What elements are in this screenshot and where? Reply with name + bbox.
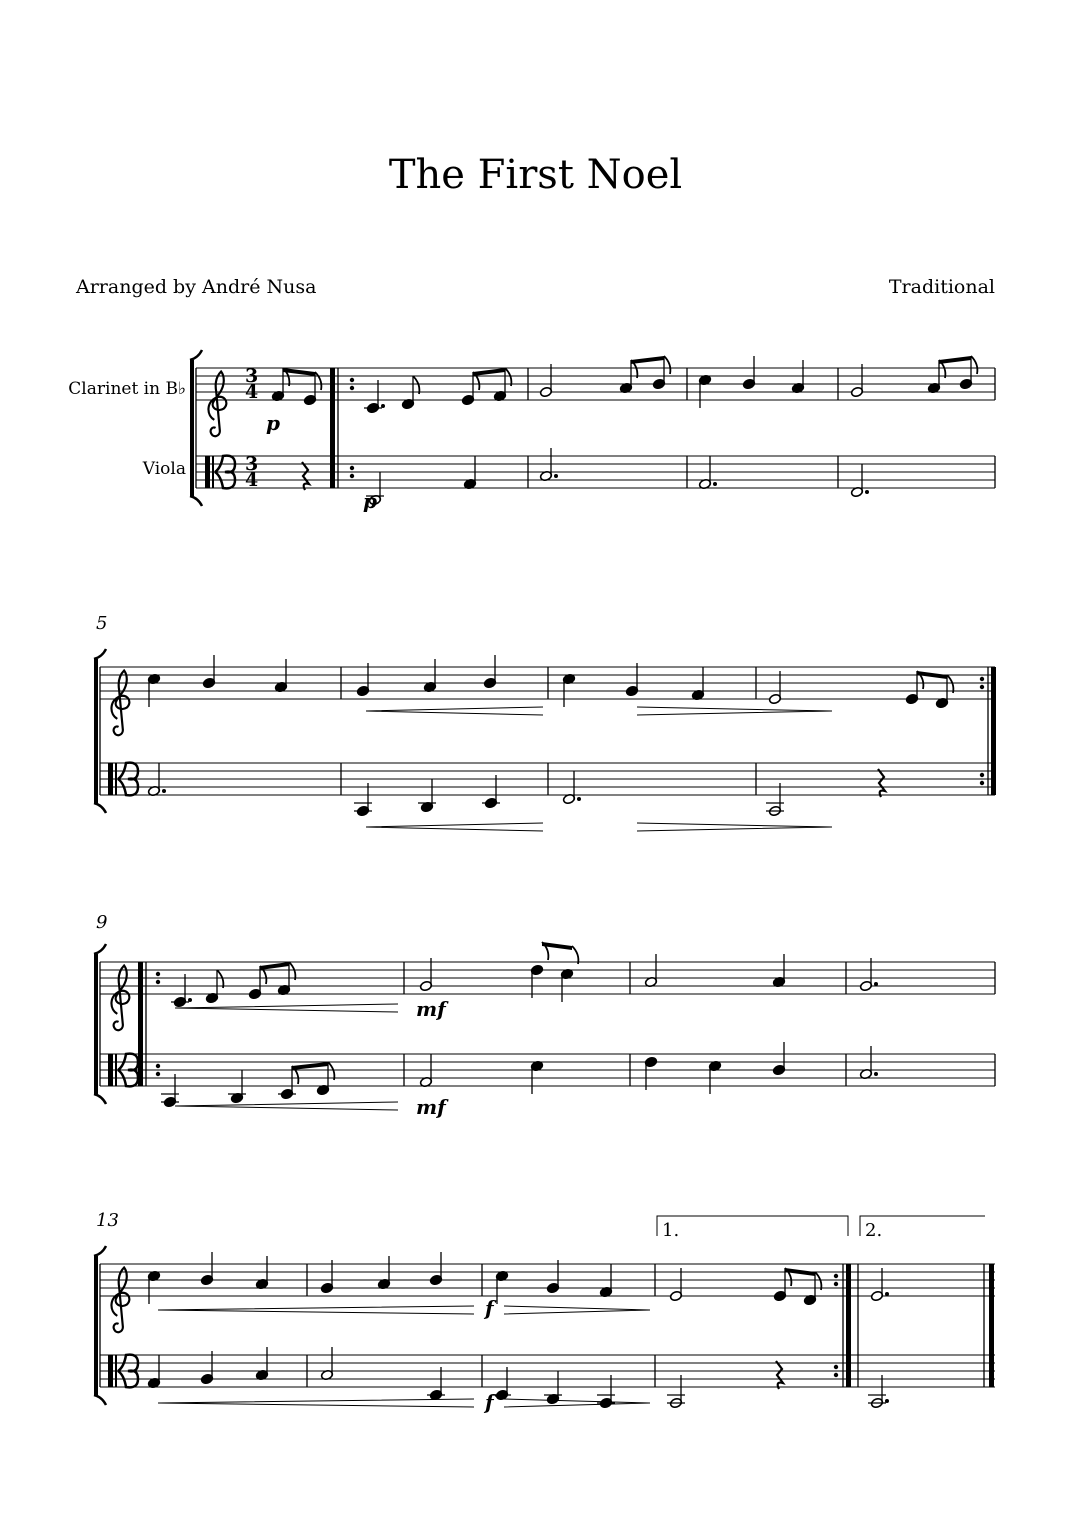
dynamic-mf: mf xyxy=(416,1095,446,1119)
treble-clef-icon xyxy=(111,966,129,1031)
repeat-dot xyxy=(980,781,984,785)
eighth-flag xyxy=(315,372,321,390)
repeat-dot xyxy=(980,773,984,777)
treble-clef-icon xyxy=(111,1268,129,1333)
repeat-dot xyxy=(156,1064,160,1068)
bracket-hook xyxy=(94,649,106,659)
bracket-hook xyxy=(94,1094,106,1104)
crescendo-hairpin xyxy=(366,707,543,715)
alto-clef-bar xyxy=(115,763,117,795)
eighth-flag xyxy=(217,970,223,988)
decrescendo-hairpin xyxy=(504,1399,650,1407)
bracket-hook xyxy=(190,496,202,506)
eighth-flag xyxy=(289,962,295,980)
repeat-dot xyxy=(834,1274,838,1278)
eighth-flag xyxy=(413,376,419,394)
alto-clef-bar xyxy=(205,456,210,488)
measure-number-13: 13 xyxy=(96,1210,119,1231)
thick-barline xyxy=(989,1264,994,1387)
repeat-dot xyxy=(350,386,354,390)
eighth-flag xyxy=(664,356,670,374)
crescendo-hairpin xyxy=(175,1102,398,1110)
dynamic-p: p xyxy=(363,489,377,513)
augmentation-dot xyxy=(874,982,878,986)
time-sig-denominator: 4 xyxy=(245,469,259,491)
clarinet-label: Clarinet in B♭ xyxy=(68,379,186,399)
volta-1-label: 1. xyxy=(662,1220,680,1241)
crescendo-hairpin xyxy=(158,1399,474,1407)
alto-clef-bar xyxy=(108,1355,113,1387)
eighth-flag xyxy=(971,356,977,374)
repeat-dot xyxy=(156,972,160,976)
eighth-flag xyxy=(572,946,578,964)
alto-clef-bar xyxy=(212,456,214,488)
time-sig-denominator: 4 xyxy=(245,381,259,403)
treble-clef-icon xyxy=(208,372,226,437)
bracket-hook xyxy=(94,803,106,813)
decrescendo-hairpin xyxy=(504,1306,650,1314)
measure-number-5: 5 xyxy=(96,613,108,634)
repeat-dot xyxy=(980,685,984,689)
dynamic-p: p xyxy=(266,411,280,435)
alto-clef-bar xyxy=(115,1355,117,1387)
augmentation-dot xyxy=(713,482,717,486)
alto-clef-bar xyxy=(108,1054,113,1086)
decrescendo-hairpin xyxy=(637,707,832,715)
time-sig-numerator: 3 xyxy=(245,453,259,475)
alto-clef-bar xyxy=(108,763,113,795)
dynamic-mf: mf xyxy=(416,997,446,1021)
augmentation-dot xyxy=(577,797,581,801)
quarter-rest-icon xyxy=(302,462,309,490)
beam xyxy=(631,356,664,364)
repeat-dot xyxy=(156,1072,160,1076)
thick-barline xyxy=(991,667,996,795)
viola-label: Viola xyxy=(142,459,186,479)
crescendo-hairpin xyxy=(158,1306,474,1314)
repeat-dot xyxy=(834,1282,838,1286)
eighth-flag xyxy=(328,1062,334,1080)
augmentation-dot xyxy=(554,474,558,478)
alto-clef-bar xyxy=(115,1054,117,1086)
thick-barline xyxy=(138,962,143,1086)
volta-1-bracket xyxy=(657,1216,848,1236)
measure-number-9: 9 xyxy=(96,912,108,933)
augmentation-dot xyxy=(865,490,869,494)
eighth-flag xyxy=(947,675,953,693)
dynamic-f: f xyxy=(485,1390,494,1414)
decrescendo-hairpin xyxy=(637,823,832,831)
augmentation-dot xyxy=(162,789,166,793)
bracket-hook xyxy=(190,350,202,360)
time-sig-numerator: 3 xyxy=(245,365,259,387)
crescendo-hairpin xyxy=(366,823,543,831)
treble-clef-icon xyxy=(111,671,129,736)
bracket-hook xyxy=(94,1395,106,1405)
bracket-hook xyxy=(94,944,106,954)
eighth-flag xyxy=(505,368,511,386)
repeat-dot xyxy=(350,466,354,470)
bracket-hook xyxy=(94,1246,106,1256)
beam xyxy=(292,1062,328,1070)
arranger-credit: Arranged by André Nusa xyxy=(76,276,317,298)
volta-2-label: 2. xyxy=(865,1220,883,1241)
eighth-flag xyxy=(815,1272,821,1290)
repeat-dot xyxy=(834,1365,838,1369)
crescendo-hairpin xyxy=(175,1004,398,1012)
composer-credit: Traditional xyxy=(888,276,995,298)
thick-barline xyxy=(330,368,335,488)
repeat-dot xyxy=(350,474,354,478)
repeat-dot xyxy=(350,378,354,382)
score-title: The First Noel xyxy=(388,152,683,198)
quarter-rest-icon xyxy=(776,1361,783,1389)
beam xyxy=(473,368,505,376)
augmentation-dot xyxy=(874,1072,878,1076)
repeat-dot xyxy=(834,1373,838,1377)
augmentation-dot xyxy=(885,1292,889,1296)
quarter-rest-icon xyxy=(878,769,885,797)
dynamic-f: f xyxy=(485,1296,494,1320)
beam xyxy=(260,962,289,970)
repeat-dot xyxy=(156,980,160,984)
repeat-dot xyxy=(980,677,984,681)
beam xyxy=(939,356,971,364)
thick-barline xyxy=(846,1264,851,1387)
